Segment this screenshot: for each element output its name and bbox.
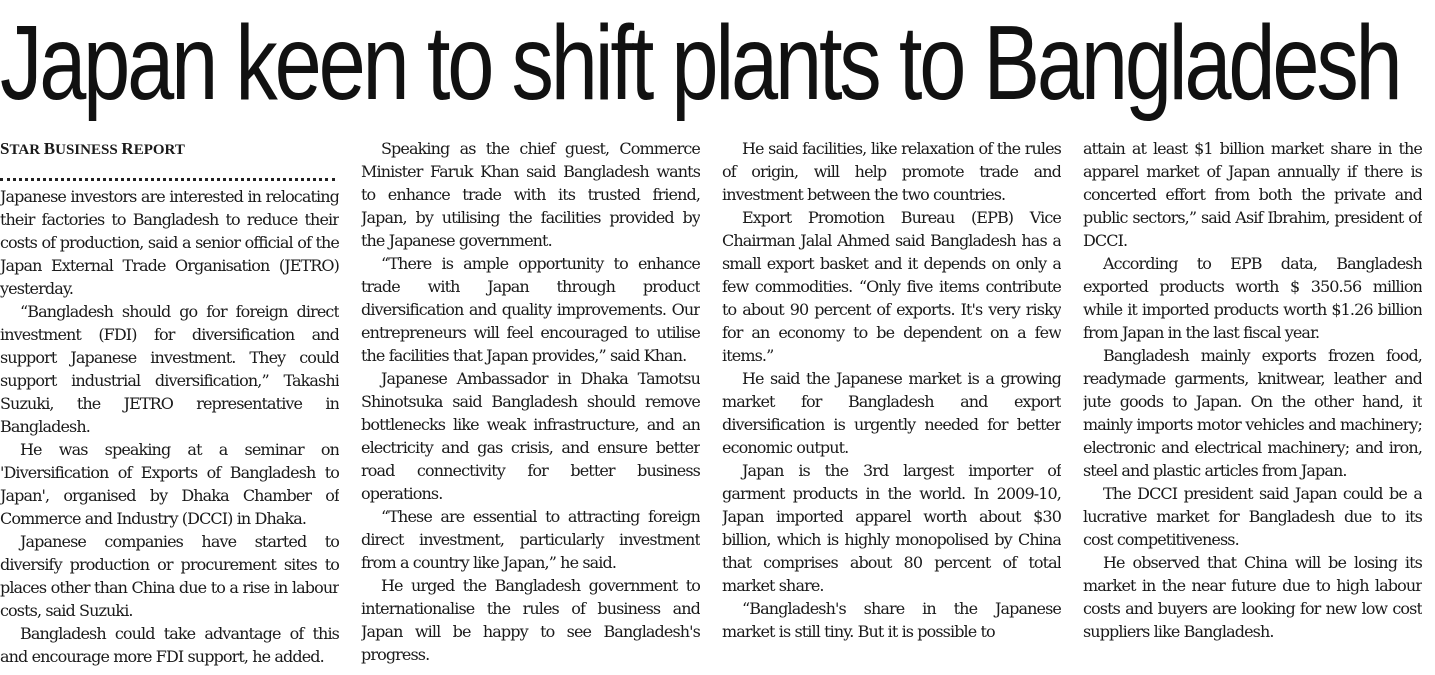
paragraph: He urged the Bangladesh government to internationalise the rules of business and Japan will be happy to see Bangladesh's progress. [361,576,700,664]
paragraph: attain at least $1 billion market share in the apparel market of Japan annually if there is concerted effort from both the private and public sectors,” said Asif Ibrahim, president of DCCI. [1083,139,1422,250]
article-body [0,137,1425,672]
paragraph: Bangladesh mainly exports frozen food, readymade garments, knitwear, leather and jute goods to Japan. On the other hand, it mainly imports motor vehicles and machinery; electronic and electrical machinery; and iron, steel and plastic articles from Japan. [1083,346,1422,480]
paragraph: According to EPB data, Bangladesh exported products worth $ 350.56 million while it imported products worth $1.26 billion from Japan in the last fiscal year. [1083,254,1422,342]
column-1 [0,137,339,672]
paragraph: “Bangladesh's share in the Japanese market is still tiny. But it is possible to [722,599,1061,641]
paragraph: He said facilities, like relaxation of the rules of origin, will help promote trade and investment between the two countries. [722,139,1061,204]
column-4 [1083,137,1422,672]
paragraph: He observed that China will be losing its market in the near future due to high labour costs and buyers are looking for new low cost suppliers like Bangladesh. [1083,553,1422,641]
paragraph: “Bangladesh should go for foreign direct investment (FDI) for diversification and support Japanese investment. They could support industrial diversification,” Takashi Suzuki, the JETRO representative in Bangladesh. [0,302,339,436]
paragraph: Japanese Ambassador in Dhaka Tamotsu Shinotsuka said Bangladesh should remove bottlenecks like weak infrastructure, and an electricity and gas crisis, and ensure better road connectivity for better business operations. [361,369,700,503]
paragraph: “There is ample opportunity to enhance trade with Japan through product diversification and quality improvements. Our entrepreneurs will feel encouraged to utilise the facilities that Japan provides,” said Khan. [361,254,700,365]
headline: Japan keen to shift plants to Bangladesh [0,4,1400,122]
paragraph: “These are essential to attracting foreign direct investment, particularly investment from a country like Japan,” he said. [361,507,700,572]
paragraph: He said the Japanese market is a growing market for Bangladesh and export diversification is urgently needed for better economic output. [722,369,1061,457]
paragraph: The DCCI president said Japan could be a lucrative market for Bangladesh due to its cost competitiveness. [1083,484,1422,549]
paragraph: Bangladesh could take advantage of this and encourage more FDI support, he added. [0,624,339,666]
column-2 [361,137,700,672]
column-3 [722,137,1061,672]
byline: STAR BUSINESS REPORT [0,139,185,158]
byline-divider [0,162,335,181]
paragraph: Speaking as the chief guest, Commerce Minister Faruk Khan said Bangladesh wants to enhance trade with its trusted friend, Japan, by utilising the facilities provided by the Japanese government. [361,139,700,250]
paragraph: Export Promotion Bureau (EPB) Vice Chairman Jalal Ahmed said Bangladesh has a small export basket and it depends on only a few commodities. “Only five items contribute to about 90 percent of exports. It's very risky for an economy to be dependent on a few items.” [722,208,1061,365]
paragraph: Japan is the 3rd largest importer of garment products in the world. In 2009-10, Japan imported apparel worth about $30 billion, which is highly monopolised by China that comprises about 80 percent of total market share. [722,461,1061,595]
paragraph: He was speaking at a seminar on 'Diversification of Exports of Bangladesh to Japan', organised by Dhaka Chamber of Commerce and Industry (DCCI) in Dhaka. [0,440,339,528]
paragraph: Japanese companies have started to diversify production or procurement sites to places other than China due to a rise in labour costs, said Suzuki. [0,532,339,620]
paragraph: Japanese investors are interested in relocating their factories to Bangladesh to reduce their costs of production, said a senior official of the Japan External Trade Organisation (JETRO) yesterday. [0,187,339,298]
